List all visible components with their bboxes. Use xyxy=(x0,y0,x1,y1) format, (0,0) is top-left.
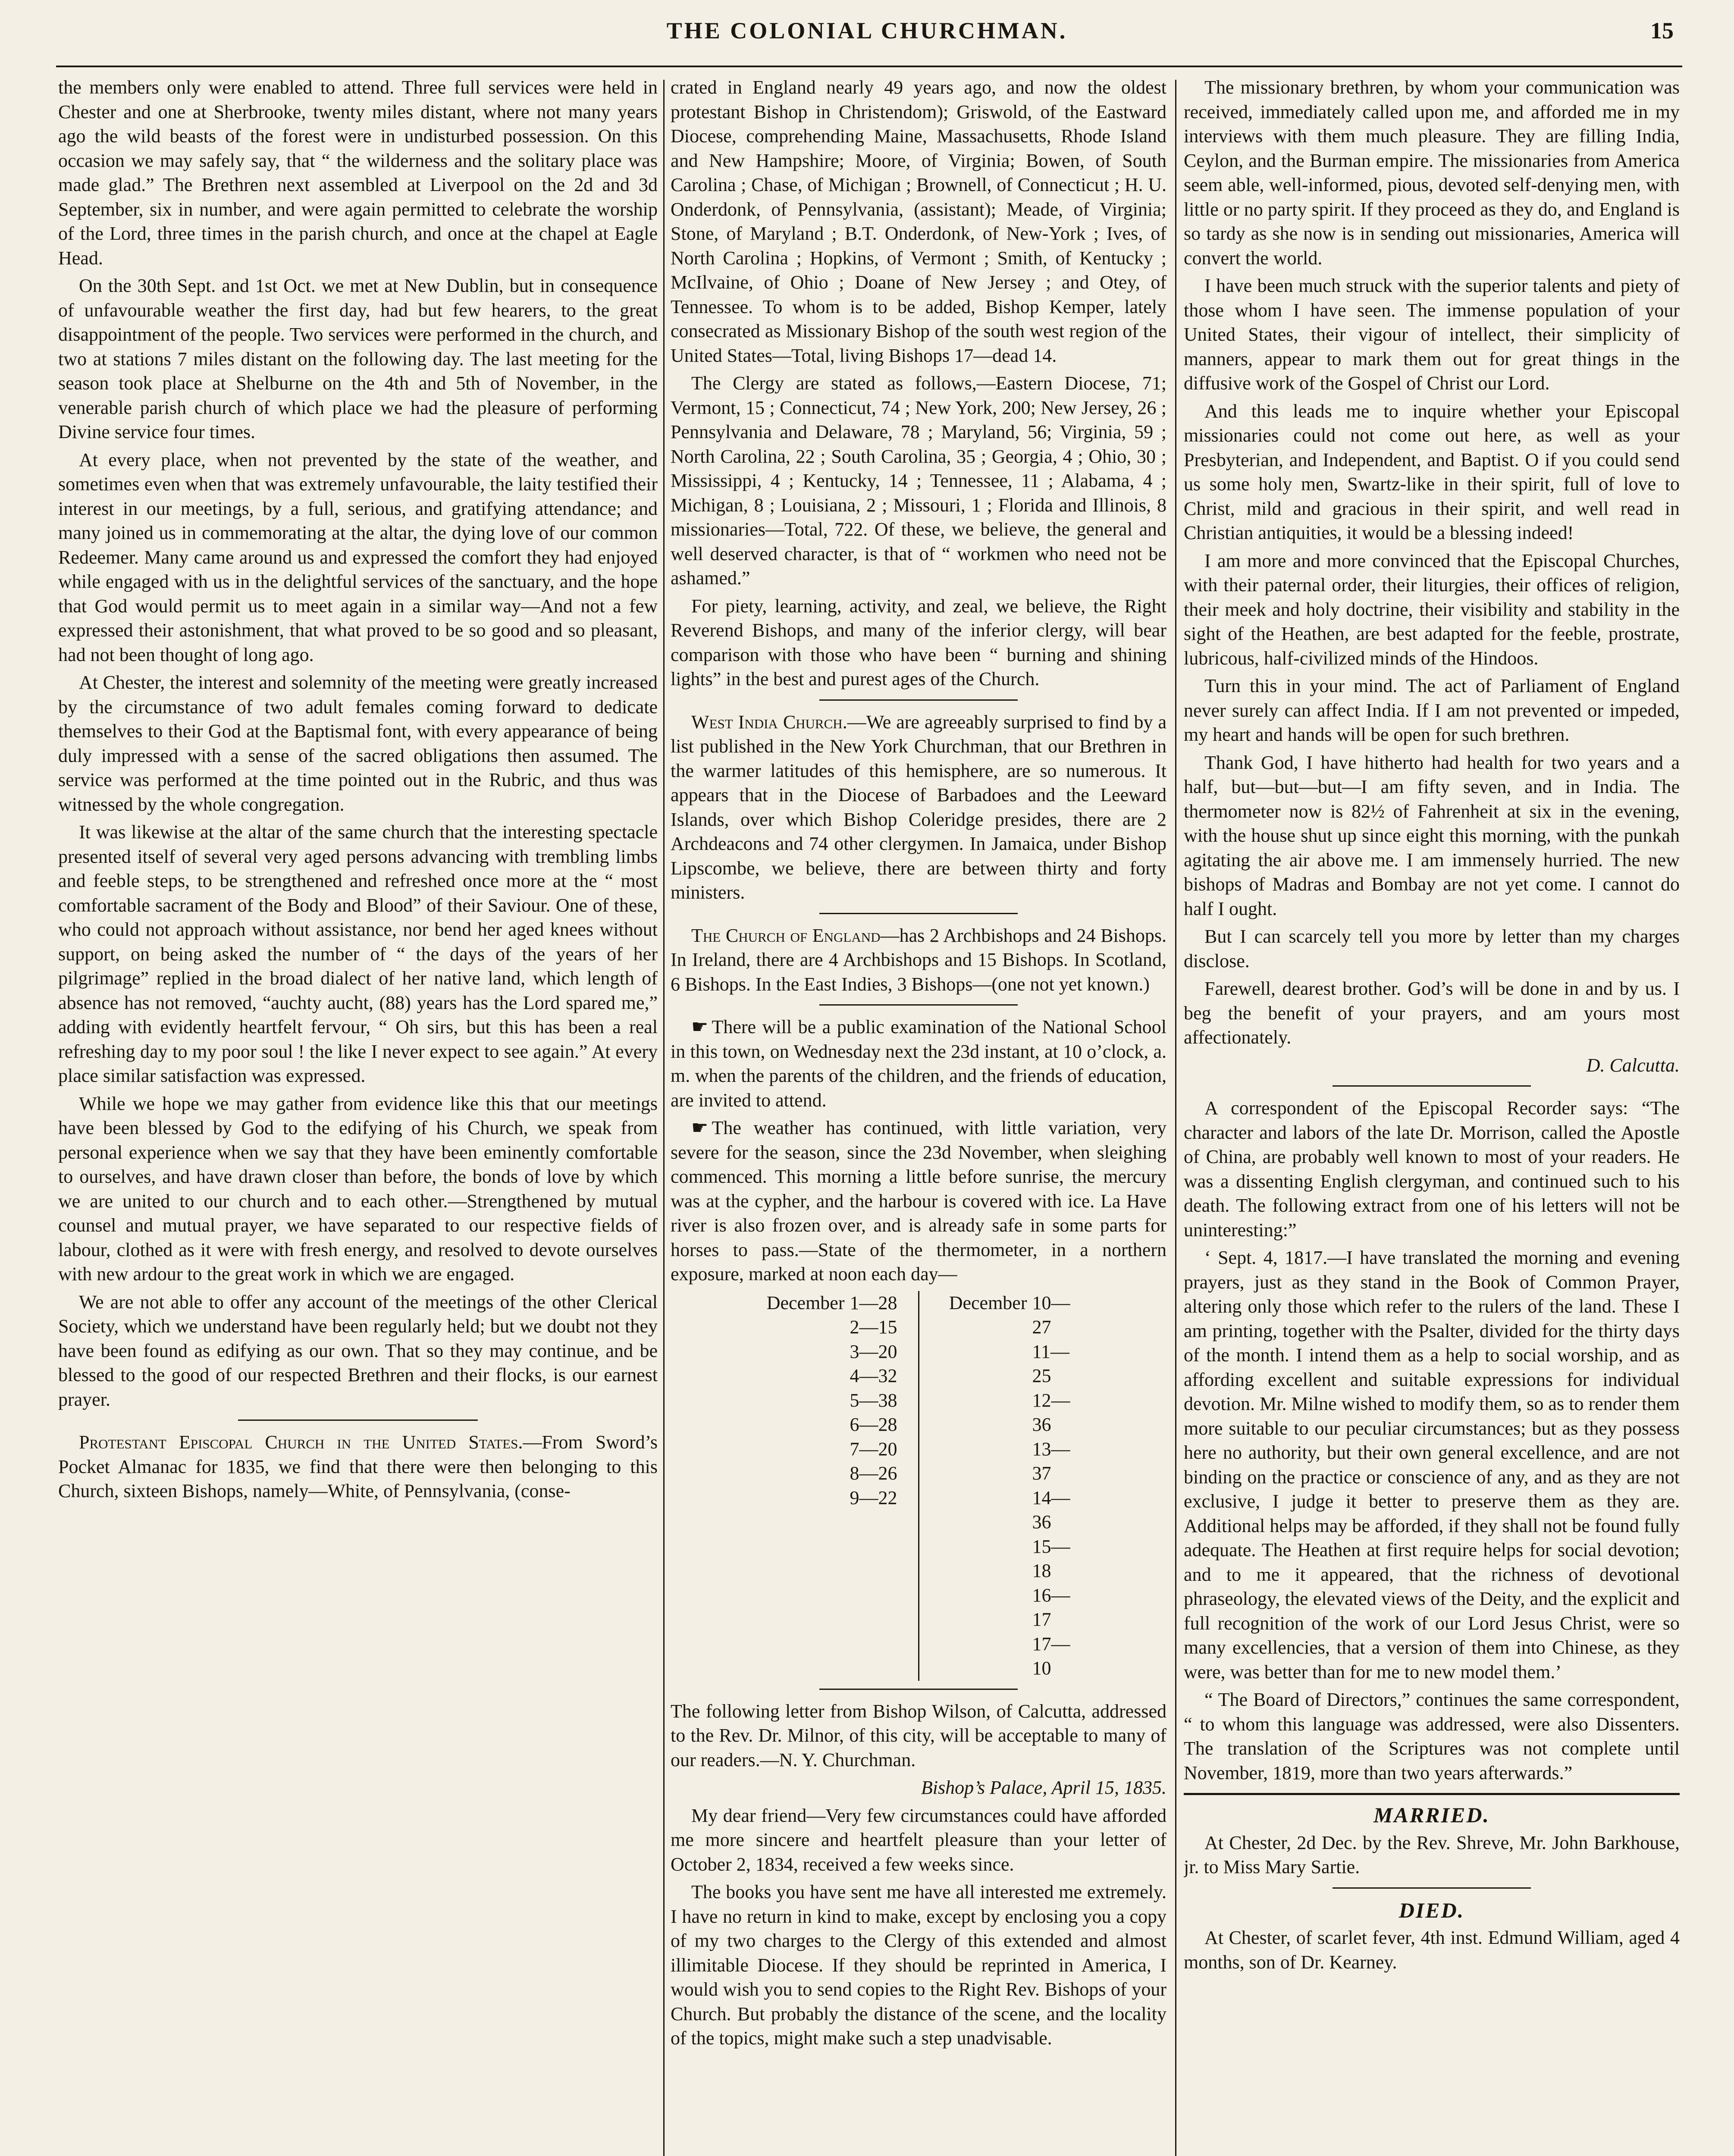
article-paragraph: For piety, learning, activity, and zeal, we believe, the Right Reverend Bishops, and many of the inferior clergy, will bear comparison with those who have been “ burning and shining lights” in the best and purest ages of the Church. xyxy=(671,595,1166,689)
letter-paragraph: But I can scarcely tell you more by letter than my charges disclose. xyxy=(1184,926,1680,971)
article-paragraph: On the 30th Sept. and 1st Oct. we met at New Dublin, but in consequence of unfavourable weather the first day, had but few hearers, to the great disappointment of the people. Two services were performed in the church, and two at stations 7 miles distant on the following day. The last meeting for the season took place at Shelburne on the 4th and 5th of November, in the venerable parish church of which place we had the pleasure of performing Divine service four times. xyxy=(58,275,658,442)
reading-value: 17—10 xyxy=(1032,1633,1070,1679)
article-paragraph xyxy=(671,710,1166,905)
article-paragraph: It was likewise at the altar of the same church that the interesting spectacle presented itself of several very aged persons advancing with trembling limbs and feeble steps, to be strengthened and refreshed once more at the “ most comfortable sacrament of the Body and Blood” of their Saviour. One of these, who could not approach without assistance, nor bend her aged knees without support, on being asked the number of “ the days of the years of her pilgrimage” replied in the broad dialect of her native land, which length of absence has not removed, “auchty aucht, (88) years has the Lord spared me,” adding with evidently heartfelt fervour, “ Oh sirs, but this has been a real refreshing day to my poor soul ! the like I never expect to see again.” At every place similar satisfaction was expressed. xyxy=(58,821,658,1086)
section-divider xyxy=(238,1420,478,1421)
article-text: —We are agreeably surprised to find by a list published in the New York Churchman, that our Brethren in the warmer latitudes of this hemisphere, are so numerous. It appears that in the Diocese of Barbadoes and the Leeward Islands, over which Bishop Coleridge presides, there are 2 Archdeacons and 74 other clergymen. In Jamaica, under Bishop Lipscombe, we believe, there are between thirty and forty ministers. xyxy=(671,711,1166,903)
thermometer-row xyxy=(750,1461,905,1486)
reading-value: 9—22 xyxy=(850,1487,897,1508)
thermometer-row xyxy=(750,1291,905,1316)
month-label xyxy=(750,1461,850,1486)
month-label xyxy=(932,1388,1032,1437)
masthead: THE COLONIAL CHURCHMAN. xyxy=(666,18,1068,44)
reading-value: 16—17 xyxy=(1032,1584,1070,1630)
letter-paragraph: Turn this in your mind. The act of Parliament of England never surely can affect India. If I am not prevented or impeded, my heart and hands will be open for such brethren. xyxy=(1184,675,1680,745)
article-paragraph: The Clergy are stated as follows,—Eastern Diocese, 71; Vermont, 15 ; Connecticut, 74 ; New York, 200; New Jersey, 26 ; Pennsylvania and Delaware, 78 ; Maryland, 56; Virginia, 59 ; North Carolina, 22 ; South Carolina, 35 ; Georgia, 4 ; Ohio, 30 ; Mississippi, 4 ; Kentucky, 14 ; Tennessee, 11 ; Alabama, 4 ; Michigan, 8 ; Louisiana, 2 ; Missouri, 1 ; Florida and Illinois, 8 missionaries—Total, 722. Of these, we believe, the general and well deserved character, is that of “ workmen who need not be ashamed.” xyxy=(671,373,1166,589)
column-2 xyxy=(671,75,1166,2156)
letter-paragraph: The books you have sent me have all interested me extremely. I have no return in kind to make, except by enclosing you a copy of my two charges to the Clergy of this extended and almost illimitable Diocese. If they should be reprinted in America, I would wish you to send copies to the Right Rev. Bishops of your Church. But probably the distance of the scene, and the locality of the topics, might make such a step unadvisable. xyxy=(671,1881,1166,2049)
reading-value: 5—38 xyxy=(850,1389,897,1411)
reading-value: 15—18 xyxy=(1032,1536,1070,1581)
reading-value: 12—36 xyxy=(1032,1389,1070,1435)
section-divider xyxy=(1184,1793,1680,1795)
month-label xyxy=(750,1315,850,1340)
section-divider xyxy=(1333,1085,1531,1087)
thermometer-row xyxy=(932,1388,1088,1437)
thermometer-row xyxy=(750,1437,905,1462)
thermometer-row xyxy=(750,1340,905,1364)
column-rule-2 xyxy=(1175,80,1176,2156)
column-rule-1 xyxy=(663,80,665,2156)
month-label xyxy=(750,1340,850,1364)
thermometer-row xyxy=(932,1437,1088,1486)
thermometer-table xyxy=(671,1291,1166,1681)
reading-value: 1—28 xyxy=(850,1292,897,1313)
letter-paragraph: And this leads me to inquire whether your Episcopal missionaries could not come out here, as well as your Presbyterian, and Independent, and Baptist. O if you could send us some holy men, Swartz-like in their spirit, full of love to Christ, mild and gracious in their spirit, and well read in Christian antiquities, it would be a blessing indeed! xyxy=(1184,400,1680,543)
thermometer-column-left xyxy=(737,1291,918,1681)
thermometer-row xyxy=(932,1535,1088,1583)
notice-text: There will be a public examination of the National School in this town, on Wednesday next the 23d instant, at 10 o’clock, a. m. when the parents of the children, and the friends of education, are invited to attend. xyxy=(671,1016,1166,1111)
month-label xyxy=(932,1583,1032,1632)
section-divider xyxy=(819,699,1018,701)
article-paragraph: crated in England nearly 49 years ago, and now the oldest protestant Bishop in Christendom); Griswold, of the Eastward Diocese, comprehending Maine, Massachusetts, Rhode Island and New Hampshire; Moore, of Virginia; Bowen, of South Carolina ; Chase, of Michigan ; Brownell, of Connecticut ; H. U. Onderdonk, of Pennsylvania, (assistant); Meade, of Virginia; Stone, of Maryland ; B.T. Onderdonk, of New-York ; Ives, of North Carolina ; Hopkins, of Vermont ; Smith, of Kentucky ; McIlvaine, of Ohio ; Doane of New Jersey ; and Otey, of Tennessee. To whom is to be added, Bishop Kemper, lately consecrated as Missionary Bishop of the south west region of the United States—Total, living Bishops 17—dead 14. xyxy=(671,77,1166,366)
month-label xyxy=(750,1364,850,1388)
month-label xyxy=(750,1413,850,1437)
pointing-hand-icon: ☛ xyxy=(691,1117,709,1138)
reading-value: 7—20 xyxy=(850,1438,897,1460)
letter-intro: The following letter from Bishop Wilson, of Calcutta, addressed to the Rev. Dr. Milnor, of this city, will be acceptable to many of our readers.—N. Y. Churchman. xyxy=(671,1700,1166,1771)
header-rule xyxy=(56,66,1682,67)
article-heading: The Church of England xyxy=(691,924,881,946)
article-paragraph: While we hope we may gather from evidence like this that our meetings have been blessed by God to the edifying of his Church, we speak from personal experience when we say that they have been eminently comfortable to ourselves, and have drawn closer than before, the bonds of love by which we are united to our church and to each other.—Strengthened by mutual counsel and mutual prayer, we have separated to our respective fields of labour, clothed as it were with fresh energy, and resolved to devote ourselves with new ardour to the great work in which we are engaged. xyxy=(58,1093,658,1285)
month-label xyxy=(932,1437,1032,1486)
section-divider xyxy=(819,913,1018,914)
reading-value: 10—27 xyxy=(1032,1292,1070,1338)
month-label xyxy=(750,1437,850,1462)
notice-paragraph xyxy=(671,1116,1166,1287)
died-heading: DIED. xyxy=(1398,1898,1465,1922)
month-label xyxy=(750,1388,850,1413)
thermometer-row xyxy=(750,1413,905,1437)
died-notice: At Chester, of scarlet fever, 4th inst. Edmund William, aged 4 months, son of Dr. Kearney. xyxy=(1184,1927,1680,1973)
article-paragraph: A correspondent of the Episcopal Recorder says: “The character and labors of the late Dr. Morrison, called the Apostle of China, are probably well known to most of your readers. He was a dissenting English clergyman, and continued such to his death. The following extract from one of his letters will not be uninteresting:” xyxy=(1184,1097,1680,1241)
article-text: —has 2 Archbishops and 24 Bishops. In Ireland, there are 4 Archbishops and 15 Bishops. In Scotland, 6 Bishops. In the East Indies, 3 Bishops—(one not yet known.) xyxy=(671,924,1166,995)
letter-paragraph: Farewell, dearest brother. God’s will be done in and by us. I beg the benefit of your prayers, and am yours most affectionately. xyxy=(1184,978,1680,1048)
married-heading: MARRIED. xyxy=(1373,1803,1490,1827)
reading-value: 13—37 xyxy=(1032,1438,1070,1484)
signature: D. Calcutta. xyxy=(1586,1054,1680,1076)
month-label xyxy=(750,1486,850,1510)
reading-value: 14—36 xyxy=(1032,1487,1070,1532)
thermometer-row xyxy=(750,1486,905,1510)
letter-paragraph: I am more and more convinced that the Episcopal Churches, with their paternal order, their liturgies, their offices of religion, their meek and holy doctrine, their visibility and stability in the sight of the Heathen, are best adapted for the feeble, prostrate, lubricous, half-civilized minds of the Hindoos. xyxy=(1184,550,1680,669)
column-3 xyxy=(1184,75,1680,2156)
section-divider xyxy=(819,1004,1018,1006)
article-heading: Protestant Episcopal Church in the United States. xyxy=(79,1432,523,1453)
article-paragraph: At every place, when not prevented by the state of the weather, and sometimes even when that was extremely unfavourable, the laity testified their interest in our meetings, by a full, serious, and gratifying attendance; and many joined us in commemorating at the altar, the dying love of our common Redeemer. Many came around us and expressed the comfort they had enjoyed while engaged with us in the delightful services of the sanctuary, and the hope that God would permit us to meet again in a similar way—And not a few expressed their astonishment, that what proved to be so good and so pleasant, had not been thought of long ago. xyxy=(58,449,658,665)
reading-value: 8—26 xyxy=(850,1463,897,1484)
letter-paragraph: I have been much struck with the superior talents and piety of those whom I have seen. The immense population of your United States, their vigour of intellect, their simplicity of manners, appear to mark them out for great things in the diffusive work of the Gospel of Christ our Lord. xyxy=(1184,275,1680,394)
month-label: December xyxy=(949,1292,1027,1313)
article-paragraph: ‘ Sept. 4, 1817.—I have translated the morning and evening prayers, just as they stand in the Book of Common Prayer, altering only those which refer to the rulers of the land. These I am printing, together with the Psalter, divided for the thirty days of the month. I intend them as a help to social worship, and as affording excellent and suitable expressions for individual devotion. Mr. Milne wished to modify them, so as to render them more suitable to our peculiar circumstances; but as they possess here no authority, but their own general excellence, and are not binding on the practice or conscience of any, and as they are not exclusive, I judge it better to preserve them as they are. Additional helps may be afforded, if they shall not be found fully adequate. The Heathen at first require helps for social devotion; and to me it appeared, that the richness of devotional phraseology, the elevated views of the Deity, and the explicit and full recognition of the work of our Lord Jesus Christ, were so many excellencies, that a version of them into Chinese, as they were, was better than for me to new model them.’ xyxy=(1184,1247,1680,1683)
married-notice: At Chester, 2d Dec. by the Rev. Shreve, Mr. John Barkhouse, jr. to Miss Mary Sartie. xyxy=(1184,1832,1680,1877)
letter-paragraph: My dear friend—Very few circumstances could have afforded me more sincere and heartfelt pleasure than your letter of October 2, 1834, received a few weeks since. xyxy=(671,1805,1166,1875)
dateline: Bishop’s Palace, April 15, 1835. xyxy=(921,1777,1166,1798)
article-paragraph: “ The Board of Directors,” continues the same correspondent, “ to whom this language was addressed, were also Dissenters. The translation of the Scriptures was not complete until November, 1819, more than two years afterwards.” xyxy=(1184,1689,1680,1783)
article-paragraph: the members only were enabled to attend. Three full services were held in Chester and one at Sherbrooke, twenty miles distant, where not many years ago the wild beasts of the forest were in undisturbed possession. On this occasion we may safely say, that “ the wilderness and the solitary place was made glad.” The Brethren next assembled at Liverpool on the 2d and 3d September, six in number, and were again permitted to celebrate the worship of the Lord, three times in the parish church, and once at the chapel at Eagle Head. xyxy=(58,77,658,269)
reading-value: 2—15 xyxy=(850,1316,897,1338)
month-label xyxy=(932,1486,1032,1535)
letter-paragraph: Thank God, I have hitherto had health for two years and a half, but—but—but—I am fifty seven, and in India. The thermometer now is 82½ of Fahrenheit at six in the evening, with the house shut up since eight this morning, with the punkah agitating the air above me. I am immensely hurried. The new bishops of Madras and Bombay are not yet come. I cannot do half I ought. xyxy=(1184,752,1680,919)
letter-paragraph: The missionary brethren, by whom your communication was received, immediately called upon me, and afforded me in my interviews with them much pleasure. They are filling India, Ceylon, and the Burman empire. The missionaries from America seem able, well-informed, pious, devoted self-denying men, with little or no party spirit. If they proceed as they do, and England is so tardy as she now is in sending out missionaries, America will convert the world. xyxy=(1184,77,1680,269)
reading-value: 3—20 xyxy=(850,1341,897,1362)
month-label xyxy=(932,1340,1032,1388)
notice-paragraph xyxy=(671,1015,1166,1112)
article-paragraph xyxy=(671,924,1166,997)
month-label: December xyxy=(766,1292,845,1313)
article-text: —From Sword’s Pocket Almanac for 1835, we find that there were then belonging to this Church, sixteen Bishops, namely—White, of Pennsylvania, (conse- xyxy=(58,1432,658,1501)
month-label xyxy=(932,1535,1032,1583)
thermometer-row xyxy=(932,1632,1088,1681)
section-divider xyxy=(1333,1887,1531,1889)
thermometer-column-right xyxy=(918,1291,1101,1681)
thermometer-row xyxy=(750,1388,905,1413)
thermometer-row xyxy=(932,1583,1088,1632)
article-heading: West India Church. xyxy=(691,711,847,733)
section-divider xyxy=(819,1689,1018,1690)
article-paragraph: At Chester, the interest and solemnity of the meeting were greatly increased by the circumstance of two adult females coming forward to dedicate themselves to their God at the Baptismal font, with every appearance of being duly impressed with a sense of the sacred obligations then assumed. The service was performed at the time pointed out in the Rubric, and thus was witnessed by the whole congregation. xyxy=(58,672,658,815)
page-number: 15 xyxy=(1650,18,1674,44)
pointing-hand-icon: ☛ xyxy=(691,1016,709,1037)
thermometer-row xyxy=(932,1291,1088,1340)
article-paragraph xyxy=(58,1430,658,1504)
thermometer-row xyxy=(750,1315,905,1340)
reading-value: 11—25 xyxy=(1032,1341,1069,1386)
thermometer-row xyxy=(932,1340,1088,1388)
month-label xyxy=(932,1632,1032,1681)
reading-value: 4—32 xyxy=(850,1365,897,1386)
article-paragraph: We are not able to offer any account of the meetings of the other Clerical Society, which we understand have been regularly held; but we doubt not they have been found as edifying as our own. That so they may continue, and be blessed to the good of our respected Brethren and their flocks, is our earnest prayer. xyxy=(58,1291,658,1410)
thermometer-row xyxy=(932,1486,1088,1535)
thermometer-row xyxy=(750,1364,905,1388)
notice-text: The weather has continued, with little variation, very severe for the season, since the 23d November, when sleighing commenced. This morning a little before sunrise, the mercury was at the cypher, and the harbour is covered with ice. La Have river is also frozen over, and is already safe in some parts for horses to pass.—State of the thermometer, in a northern exposure, marked at noon each day— xyxy=(671,1117,1166,1285)
reading-value: 6—28 xyxy=(850,1414,897,1435)
column-1 xyxy=(58,75,658,2156)
